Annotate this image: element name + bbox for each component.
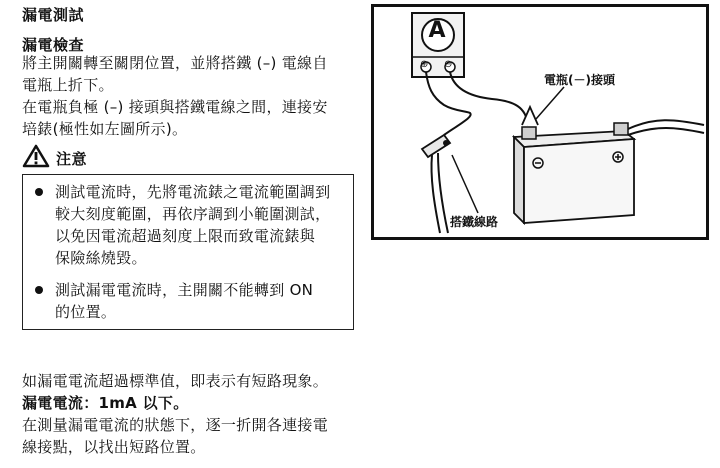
spec-line: 漏電電流：1mA 以下。 [22, 394, 189, 412]
section-title: 漏電測試 [22, 6, 85, 24]
paragraph-2-line-1: 在電瓶負極 (–) 接頭與搭鐵電線之間，連接安 [22, 98, 328, 116]
bullet-icon [35, 286, 43, 294]
ammeter-minus-terminal-icon: ⊖ [444, 59, 453, 70]
caution-label: 注意 [56, 150, 88, 168]
ammeter-battery-illustration [374, 7, 706, 237]
battery [514, 123, 634, 223]
paragraph-1 [22, 52, 362, 96]
paragraph-2-line-2: 培錶(極性如左圖所示)。 [22, 120, 188, 138]
ammeter-plus-terminal-icon: ⊕ [420, 59, 429, 70]
paragraph-1-line-2: 電瓶上折下。 [22, 76, 114, 94]
caution-item-1-line-4: 保險絲燒毀。 [55, 249, 147, 267]
warning-triangle-icon [22, 144, 50, 168]
caution-item-2-line-1: 測試漏電電流時，主開關不能轉到 ON [55, 281, 314, 299]
caution-item-1-text [55, 181, 355, 269]
ground-wire-label: 搭鐵線路 [450, 215, 499, 229]
bullet-icon [35, 188, 43, 196]
ammeter-symbol: A [428, 18, 446, 43]
caution-box [22, 174, 354, 330]
caution-item-2-line-2: 的位置。 [55, 303, 117, 321]
paragraph-4-line-2: 線接點，以找出短路位置。 [22, 438, 206, 456]
caution-item-2 [35, 279, 351, 325]
ground-clip [422, 135, 450, 157]
caution-item-1-line-1: 測試電流時，先將電流錶之電流範圍調到 [55, 183, 331, 201]
battery-terminal-label: 電瓶(－)接頭 [544, 73, 615, 87]
caution-item-1-line-3: 以免因電流超過刻度上限而致電流錶與 [55, 227, 316, 245]
paragraph-3: 如漏電電流超過標準值，即表示有短路現象。 [22, 372, 329, 390]
paragraph-1-line-1: 將主開關轉至關閉位置，並將搭鐵 (–) 電線自 [22, 54, 328, 72]
caution-item-1 [35, 181, 351, 273]
caution-item-2-text [55, 279, 355, 323]
paragraph-4-line-1: 在測量漏電電流的狀態下，逐一折開各連接電 [22, 416, 329, 434]
figure-frame [371, 4, 709, 240]
subsection-title: 漏電檢查 [22, 36, 85, 54]
paragraph-2 [22, 96, 362, 140]
caution-item-1-line-2: 較大刻度範圍，再依序調到小範圍測試， [55, 205, 331, 223]
paragraph-4 [22, 414, 362, 458]
